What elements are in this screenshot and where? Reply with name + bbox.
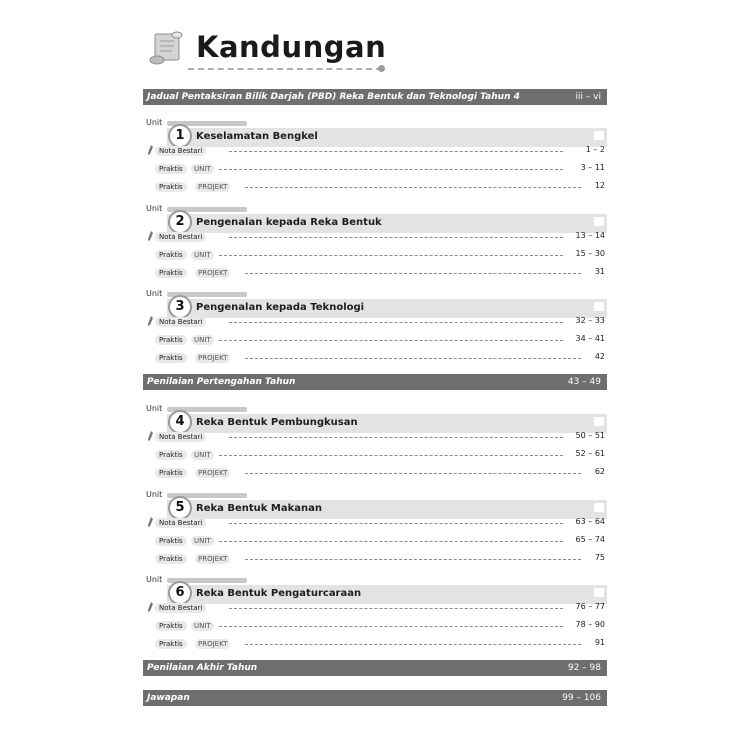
row-label: Praktis	[155, 621, 187, 631]
row-label: Nota Bestari	[155, 232, 206, 242]
row-pages: 62	[594, 467, 605, 476]
title-underline-dot	[378, 65, 385, 72]
toc-row[interactable]	[143, 517, 607, 529]
row-label: Praktis	[155, 554, 187, 564]
unit-number: 5	[168, 496, 192, 520]
pencil-icon	[147, 145, 155, 156]
toc-row[interactable]	[143, 181, 607, 193]
toc-entry-pages: 92 – 98	[567, 663, 601, 673]
toc-row[interactable]	[143, 316, 607, 328]
toc-entry-label: Jawapan	[147, 693, 190, 703]
scroll-icon	[146, 28, 186, 68]
unit-number: 4	[168, 410, 192, 434]
page-fold-icon	[594, 217, 604, 226]
leader-dots	[245, 358, 581, 359]
row-label: Nota Bestari	[155, 518, 206, 528]
row-label: Praktis	[155, 182, 187, 192]
leader-dots	[219, 541, 563, 542]
row-pages: 52 – 61	[575, 449, 605, 458]
toc-row[interactable]	[143, 553, 607, 565]
toc-entry-pertengahan[interactable]	[143, 374, 607, 390]
unit-title[interactable]: Pengenalan kepada Teknologi	[196, 302, 365, 313]
row-pages: 31	[594, 267, 605, 276]
toc-row[interactable]	[143, 467, 607, 479]
leader-dots	[229, 523, 563, 524]
toc-entry-label: Penilaian Pertengahan Tahun	[147, 377, 296, 387]
leader-dots	[219, 340, 563, 341]
row-pages: 50 – 51	[575, 431, 605, 440]
row-pages: 78 – 90	[575, 620, 605, 629]
toc-entry-label: Jadual Pentaksiran Bilik Darjah (PBD) Reka Bentuk dan Teknologi Tahun 4	[147, 92, 520, 102]
page-fold-icon	[594, 302, 604, 311]
toc-row[interactable]	[143, 145, 607, 157]
leader-dots	[245, 644, 581, 645]
row-pages: 34 – 41	[575, 334, 605, 343]
unit-title[interactable]: Reka Bentuk Makanan	[196, 503, 323, 514]
leader-dots	[229, 237, 563, 238]
row-sublabel: PROJEKT	[195, 639, 230, 649]
unit-block-2	[143, 204, 607, 284]
row-sublabel: UNIT	[191, 621, 214, 631]
unit-number: 3	[168, 295, 192, 319]
toc-row[interactable]	[143, 352, 607, 364]
toc-row[interactable]	[143, 231, 607, 243]
unit-label: Unit	[146, 118, 163, 127]
row-pages: 65 – 74	[575, 535, 605, 544]
row-pages: 12	[594, 181, 605, 190]
row-pages: 15 – 30	[575, 249, 605, 258]
leader-dots	[229, 322, 563, 323]
row-label: Nota Bestari	[155, 432, 206, 442]
pencil-icon	[147, 231, 155, 242]
unit-block-4	[143, 404, 607, 484]
unit-number: 6	[168, 581, 192, 605]
toc-entry-jawapan[interactable]	[143, 690, 607, 706]
row-label: Nota Bestari	[155, 146, 206, 156]
page-fold-icon	[594, 417, 604, 426]
row-sublabel: PROJEKT	[195, 268, 230, 278]
leader-dots	[245, 473, 581, 474]
leader-dots	[229, 608, 563, 609]
leader-dots	[229, 437, 563, 438]
row-sublabel: PROJEKT	[195, 468, 230, 478]
row-pages: 42	[594, 352, 605, 361]
row-sublabel: UNIT	[191, 450, 214, 460]
unit-title[interactable]: Reka Bentuk Pengaturcaraan	[196, 588, 362, 599]
toc-row[interactable]	[143, 334, 607, 346]
row-label: Nota Bestari	[155, 317, 206, 327]
toc-row[interactable]	[143, 535, 607, 547]
toc-row[interactable]	[143, 620, 607, 632]
row-sublabel: UNIT	[191, 536, 214, 546]
row-sublabel: UNIT	[191, 250, 214, 260]
row-pages: 1 – 2	[585, 145, 605, 154]
toc-entry-akhir[interactable]	[143, 660, 607, 676]
unit-title[interactable]: Pengenalan kepada Reka Bentuk	[196, 217, 382, 228]
row-pages: 63 – 64	[575, 517, 605, 526]
unit-number: 1	[168, 124, 192, 148]
toc-entry-pages: 99 – 106	[562, 693, 601, 703]
toc-row[interactable]	[143, 249, 607, 261]
row-sublabel: PROJEKT	[195, 554, 230, 564]
toc-entry-jadual[interactable]	[143, 89, 607, 105]
unit-title[interactable]: Reka Bentuk Pembungkusan	[196, 417, 358, 428]
row-pages: 75	[594, 553, 605, 562]
unit-number: 2	[168, 210, 192, 234]
title-underline	[188, 68, 382, 70]
toc-entry-label: Penilaian Akhir Tahun	[147, 663, 258, 673]
leader-dots	[229, 151, 563, 152]
row-pages: 76 – 77	[575, 602, 605, 611]
leader-dots	[245, 187, 581, 188]
pencil-icon	[147, 602, 155, 613]
page-title: Kandungan	[196, 30, 387, 64]
toc-entry-pages: iii – vi	[575, 92, 601, 102]
row-label: Praktis	[155, 468, 187, 478]
row-label: Praktis	[155, 335, 187, 345]
unit-block-5	[143, 490, 607, 570]
row-label: Praktis	[155, 536, 187, 546]
row-sublabel: PROJEKT	[195, 353, 230, 363]
row-sublabel: UNIT	[191, 164, 214, 174]
unit-block-1	[143, 118, 607, 198]
toc-row[interactable]	[143, 449, 607, 461]
page-fold-icon	[594, 503, 604, 512]
unit-block-6	[143, 575, 607, 655]
unit-label: Unit	[146, 575, 163, 584]
toc-row[interactable]	[143, 638, 607, 650]
unit-label: Unit	[146, 404, 163, 413]
toc-row[interactable]	[143, 602, 607, 614]
leader-dots	[219, 255, 563, 256]
unit-label: Unit	[146, 204, 163, 213]
row-sublabel: UNIT	[191, 335, 214, 345]
row-label: Nota Bestari	[155, 603, 206, 613]
row-label: Praktis	[155, 250, 187, 260]
row-label: Praktis	[155, 353, 187, 363]
pencil-icon	[147, 316, 155, 327]
row-label: Praktis	[155, 164, 187, 174]
pencil-icon	[147, 431, 155, 442]
row-label: Praktis	[155, 268, 187, 278]
unit-label: Unit	[146, 490, 163, 499]
row-label: Praktis	[155, 450, 187, 460]
pencil-icon	[147, 517, 155, 528]
row-pages: 13 – 14	[575, 231, 605, 240]
row-pages: 3 – 11	[580, 163, 605, 172]
row-pages: 32 – 33	[575, 316, 605, 325]
page-fold-icon	[594, 588, 604, 597]
unit-block-3	[143, 289, 607, 369]
unit-title[interactable]: Keselamatan Bengkel	[196, 131, 318, 142]
toc-row[interactable]	[143, 267, 607, 279]
unit-label: Unit	[146, 289, 163, 298]
leader-dots	[219, 455, 563, 456]
toc-row[interactable]	[143, 431, 607, 443]
toc-row[interactable]	[143, 163, 607, 175]
row-label: Praktis	[155, 639, 187, 649]
leader-dots	[245, 273, 581, 274]
row-sublabel: PROJEKT	[195, 182, 230, 192]
page-fold-icon	[594, 131, 604, 140]
toc-entry-pages: 43 – 49	[567, 377, 601, 387]
leader-dots	[219, 626, 563, 627]
leader-dots	[219, 169, 563, 170]
leader-dots	[245, 559, 581, 560]
row-pages: 91	[594, 638, 605, 647]
